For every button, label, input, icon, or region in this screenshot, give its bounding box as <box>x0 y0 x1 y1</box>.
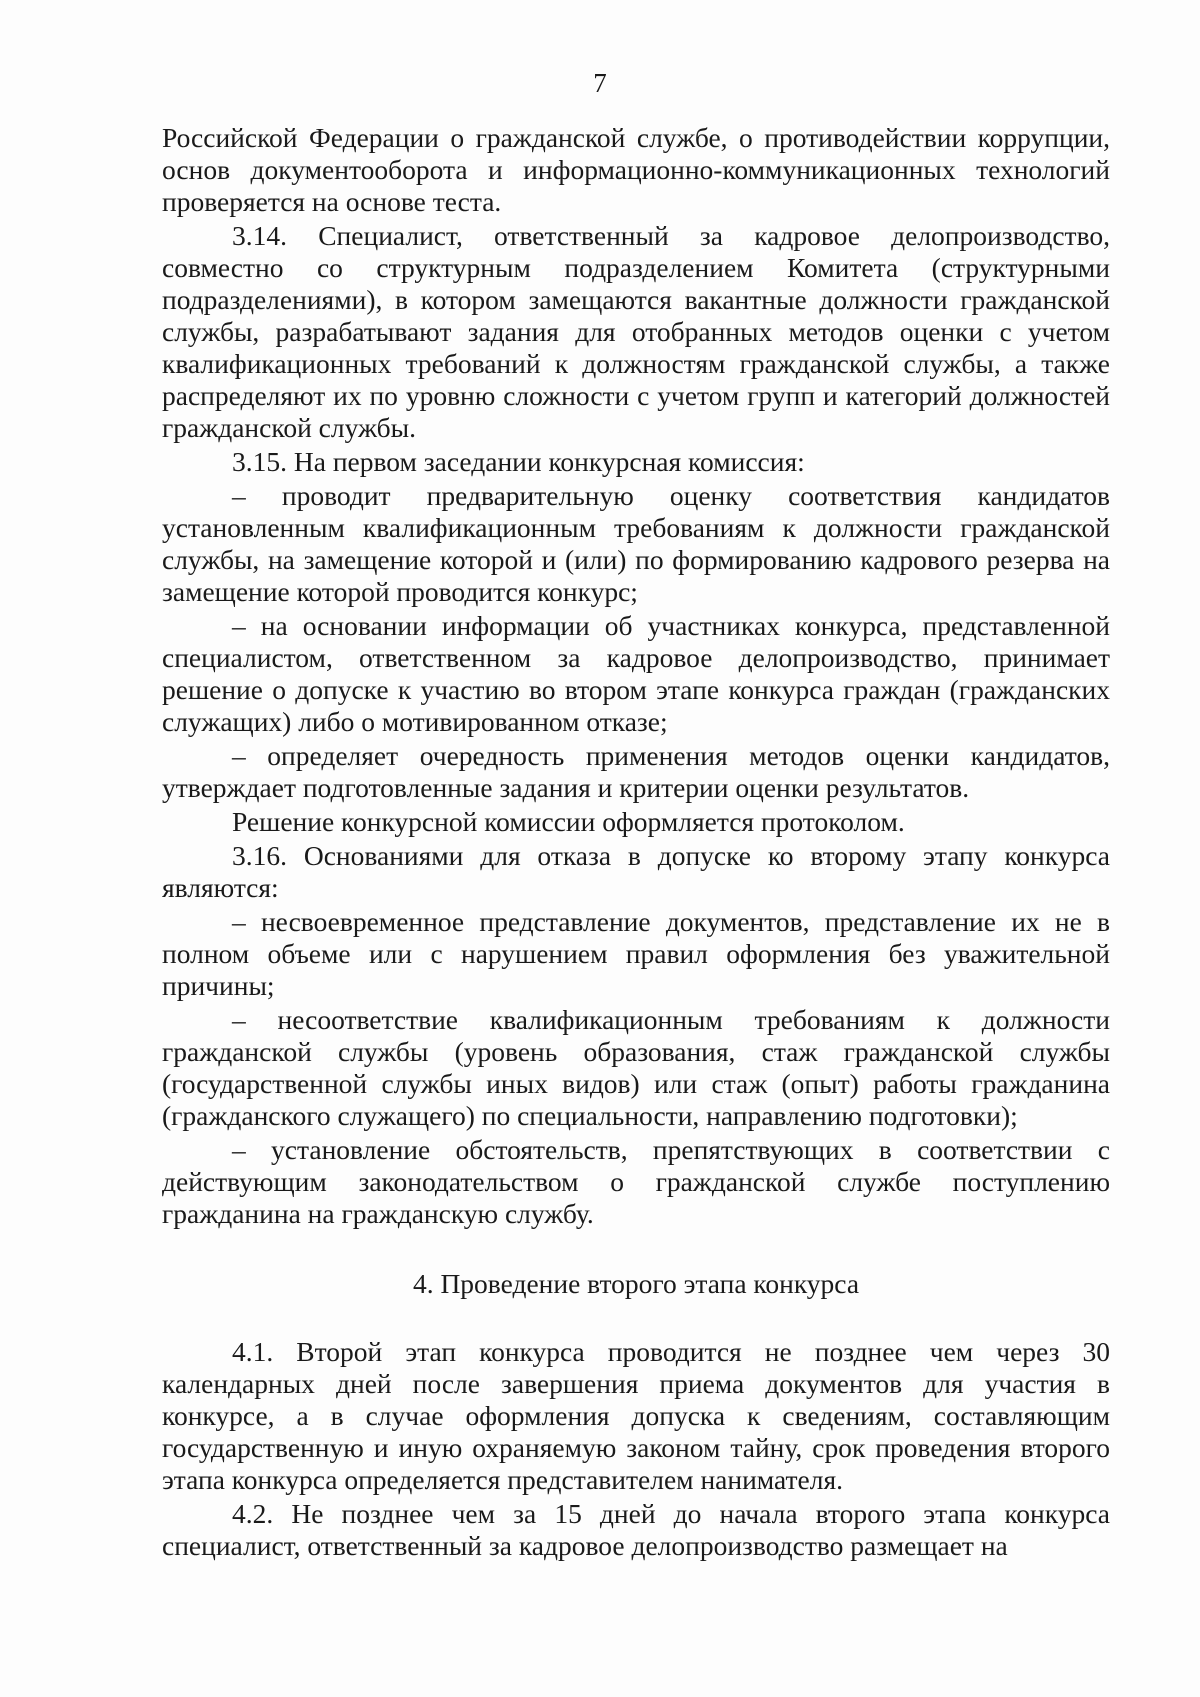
paragraph-4-2: 4.2. Не позднее чем за 15 дней до начала второго этапа конкурса специалист, ответственный за кадровое делопроизводство размещает на <box>162 1498 1110 1561</box>
paragraph-continuation: Российской Федерации о гражданской службе, о противодействии коррупции, основ документооборота и информационно-коммуникационных технологий проверяется на основе теста. <box>162 122 1110 217</box>
paragraph-commission-decision: Решение конкурсной комиссии оформляется протоколом. <box>232 806 905 837</box>
list-item-assessment-order: – определяет очередность применения методов оценки кандидатов, утверждает подготовленные задания и критерии оценки результатов. <box>162 740 1110 803</box>
page-number: 7 <box>593 68 607 98</box>
list-item-admission-decision: – на основании информации об участниках конкурса, представленной специалистом, ответственном за кадровое делопроизводство, принимает решение о допуске к участию во втором этапе конкурса граждан (гражданских служащих) либо о мотивированном отказе; <box>162 610 1110 737</box>
paragraph-4-1: 4.1. Второй этап конкурса проводится не позднее чем через 30 календарных дней после завершения приема документов для участия в конкурсе, а в случае оформления допуска к сведениям, составляющим государственную и иную охраняемую законом тайну, срок проведения второго этапа конкурса определяется представителем нанимателя. <box>162 1336 1110 1495</box>
paragraph-3-14: 3.14. Специалист, ответственный за кадровое делопроизводство, совместно со структурным подразделением Комитета (структурными подразделениями), в котором замещаются вакантные должности гражданской службы, разрабатывают задания для отобранных методов оценки с учетом квалификационных требований к должностям гражданской службы, а также распределяют их по уровню сложности с учетом групп и категорий должностей гражданской службы. <box>162 220 1110 443</box>
paragraph-3-16: 3.16. Основаниями для отказа в допуске ко второму этапу конкурса являются: <box>162 840 1110 903</box>
list-item-preliminary-assessment: – проводит предварительную оценку соответствия кандидатов установленным квалификационным требованиям к должности гражданской службы, на замещение которой и (или) по формированию кадрового резерва на замещение которой проводится конкурс; <box>162 480 1110 607</box>
list-item-qualification-mismatch: – несоответствие квалификационным требованиям к должности гражданской службы (уровень образования, стаж гражданской службы (государственной службы иных видов) или стаж (опыт) работы гражданина (гражданского служащего) по специальности, направлению подготовки); <box>162 1004 1110 1131</box>
paragraph-3-15: 3.15. На первом заседании конкурсная комиссия: <box>232 446 805 477</box>
list-item-legal-obstacles: – установление обстоятельств, препятствующих в соответствии с действующим законодательством о гражданской службе поступлению гражданина на гражданскую службу. <box>162 1134 1110 1229</box>
section-heading: 4. Проведение второго этапа конкурса <box>412 1268 860 1299</box>
document-body <box>162 122 1110 1562</box>
list-item-late-documents: – несвоевременное представление документов, представление их не в полном объеме или с нарушением правил оформления без уважительной причины; <box>162 906 1110 1001</box>
